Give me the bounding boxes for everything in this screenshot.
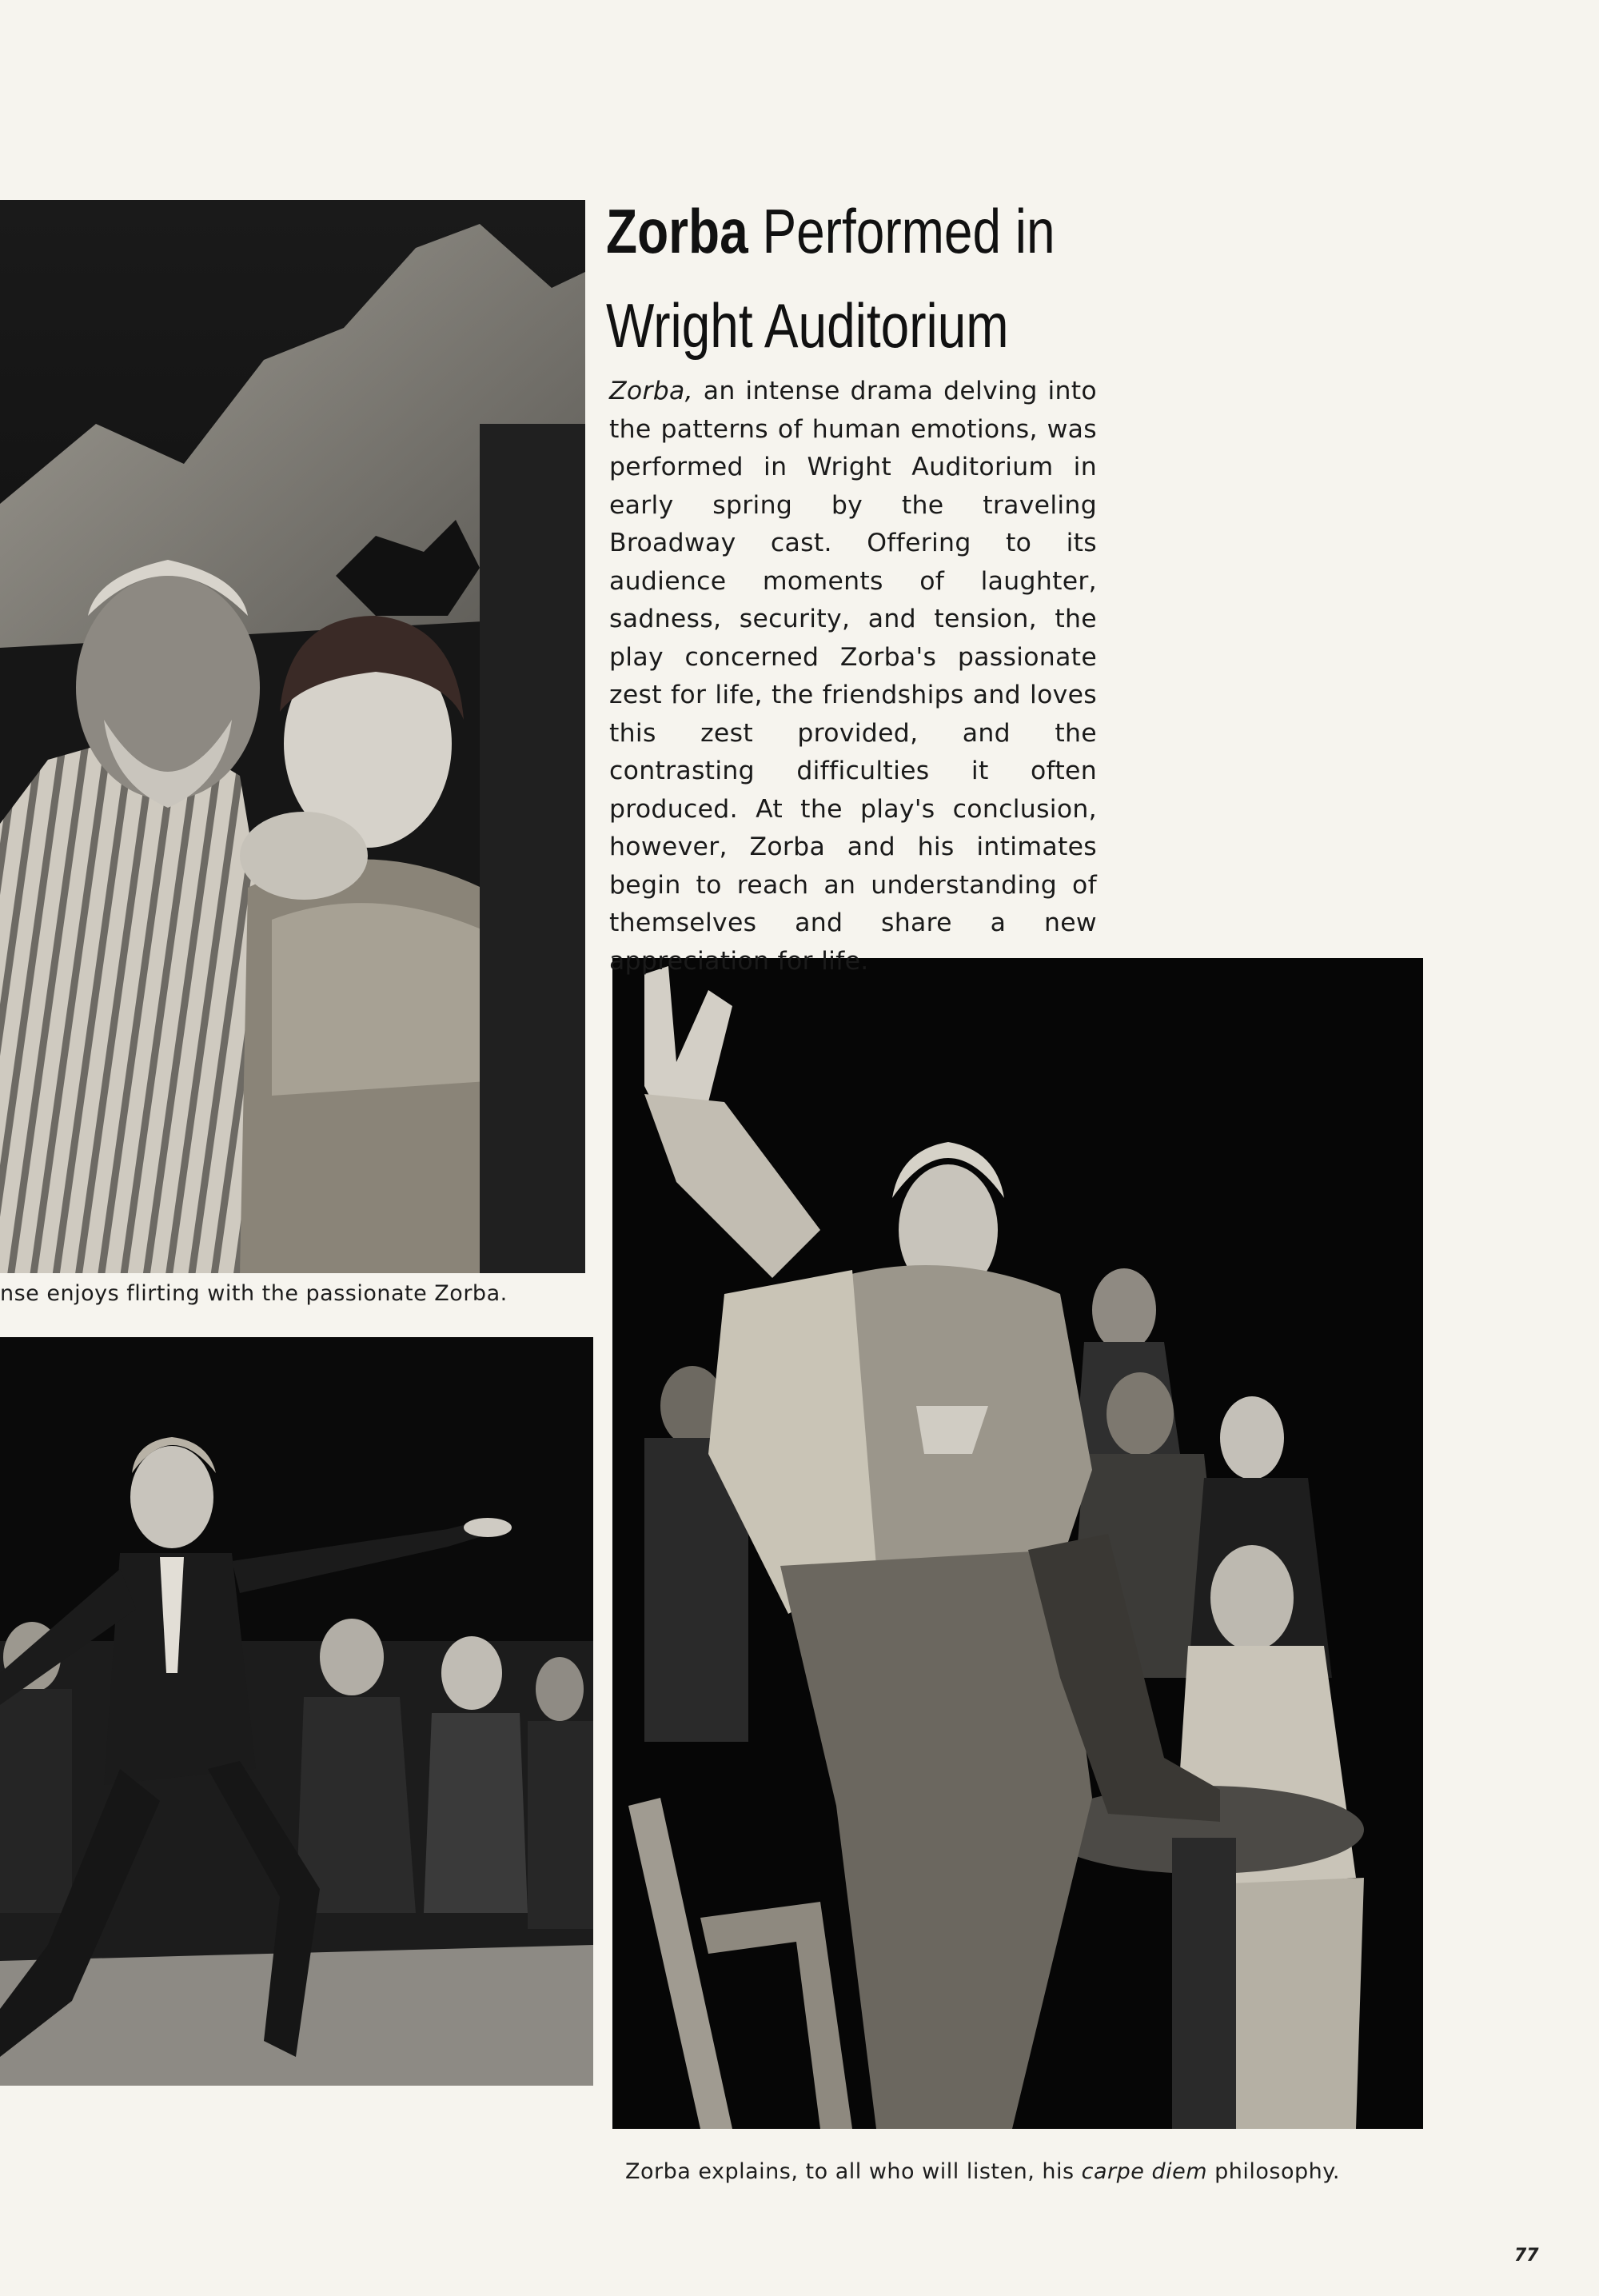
title-line-1 bbox=[606, 184, 1143, 278]
page-number: 77 bbox=[1514, 2246, 1539, 2266]
article-body bbox=[609, 373, 1097, 980]
caption-right-after: philosophy. bbox=[1207, 2159, 1340, 2184]
photo-zorba-explains bbox=[612, 958, 1423, 2129]
caption-right-italic: carpe diem bbox=[1081, 2159, 1208, 2184]
photo-zorba-explains-image bbox=[612, 958, 1423, 2129]
title-line-2: Wright Auditorium bbox=[606, 290, 1009, 361]
article-title bbox=[606, 184, 1143, 373]
body-lead-italic: Zorba, bbox=[609, 377, 693, 405]
caption-top-left: nse enjoys flirting with the passionate Zorba. bbox=[0, 1281, 508, 1306]
title-rest: Performed in bbox=[748, 196, 1055, 266]
photo-dancer bbox=[0, 1337, 593, 2086]
photo-dancer-image bbox=[0, 1337, 593, 2086]
body-text: an intense drama delving into the patterns of human emotions, was performed in Wright Auditorium in early spring by the traveling Broadway cast. Offering to its audience moments of laughter, sadness, security, and tension, the play concerned Zorba's passionate zest for life, the friendships and loves this zest provided, and the contrasting difficulties it often produced. At the play's conclusion, however, Zorba and his intimates begin to reach an understanding of themselves and share a new appreciation for life. bbox=[609, 377, 1097, 976]
caption-right-before: Zorba explains, to all who will listen, his bbox=[625, 2159, 1082, 2184]
photo-zorba-flirting bbox=[0, 200, 585, 1273]
title-bold-word: Zorba bbox=[606, 196, 748, 266]
caption-right bbox=[625, 2159, 1340, 2184]
photo-zorba-flirting-image bbox=[0, 200, 585, 1273]
